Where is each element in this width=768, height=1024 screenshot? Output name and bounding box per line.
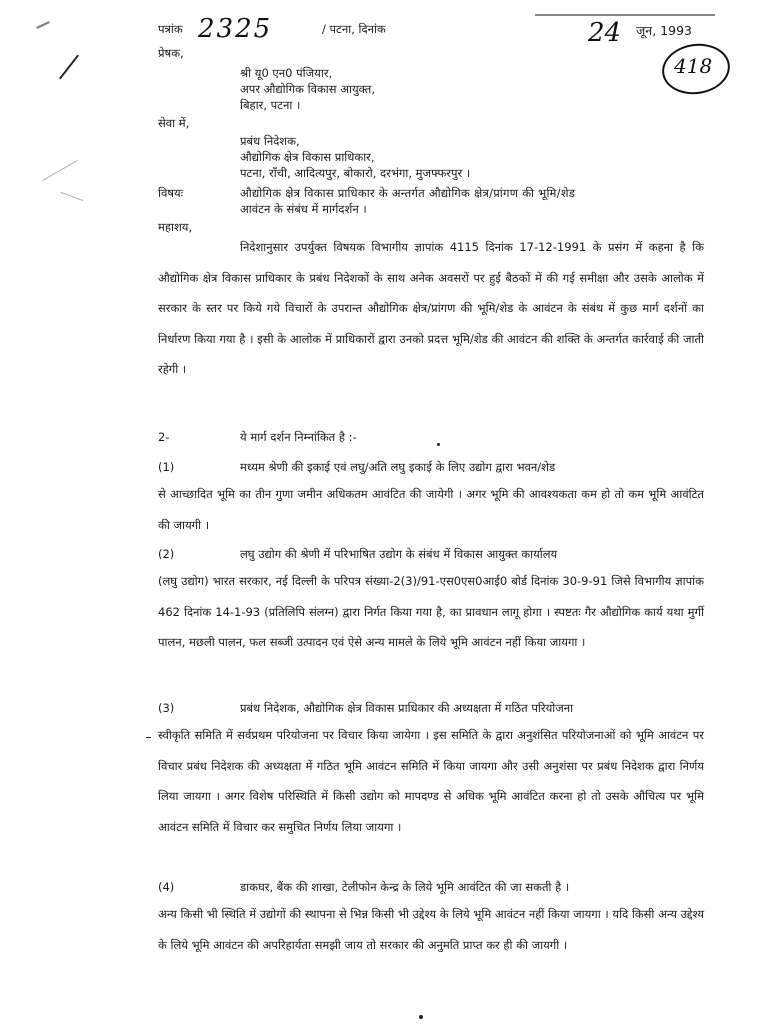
section-title: ये मार्ग दर्शन निम्नांकित है :- [240,430,357,444]
recipient-line1: प्रबंध निदेशक, [240,134,300,148]
letter-no-label: पत्रांक [158,22,183,36]
margin-dash [146,737,151,738]
recipient-label: सेवा में, [158,116,190,130]
letter-number-handwritten: 2325 [198,14,273,44]
salutation: महाशय, [158,220,193,234]
footer-mark [419,1015,423,1019]
sender-label: प्रेषक, [158,46,184,60]
stamp-number: 418 [674,54,713,78]
place-date: / पटना, दिनांक [322,22,386,36]
item-3-first-line: प्रबंध निदेशक, औद्योगिक क्षेत्र विकास प्राधिकार की अध्यक्षता में गठित परियोजना [240,701,574,715]
sender-designation: अपर औद्योगिक विकास आयुक्त, [240,82,376,96]
subject-line1: औद्योगिक क्षेत्र विकास प्राधिकार के अन्तर्गत औद्योगिक क्षेत्र/प्रांगण की भूमि/शेड [240,186,576,200]
item-4-first-line: डाकघर, बैंक की शाखा, टेलीफोन केन्द्र के लिये भूमि आवंटित की जा सकती है । [240,880,570,894]
sender-office: बिहार, पटना । [240,98,301,112]
date-day-handwritten: 24 [588,18,622,48]
center-dot [437,443,440,446]
sender-name: श्री यू0 एन0 पंजियार, [240,66,333,80]
item-4-text: अन्य किसी भी स्थिति में उद्योगों की स्थापना से भिन्न किसी भी उद्देश्य के लिये भूमि आवंटन नहीं किया जायगा । यदि किसी अन्य उद्देश्य के लिये भूमि आवंटन की अपरिहार्यता समझी जाय तो सरकार की अनुमति प्राप्त कर ही की जायगी । [158,907,704,952]
item-2-text: (लघु उद्योग) भारत सरकार, नई दिल्ली के परिपत्र संख्या-2(3)/91-एस0एस0आई0 बोर्ड दिनांक 30-9-91 जिसे विभागीय ज्ञापांक 462 दिनांक 14-1-93 (प्रतिलिपि संलग्न) द्वारा निर्गत किया गया है, का प्रावधान लागू होगा । स्पष्टतः गैर औद्योगिक कार्य यथा मुर्गी पालन, मछली पालन, फल सब्जी उत्पादन एवं ऐसे अन्य मामले के लिये भूमि आवंटन नहीं किया जायगा । [158,574,704,649]
recipient-line3: पटना, राँची, आदित्यपुर, बोकारो, दरभंगा, मुजफ्फरपुर । [240,166,471,180]
recipient-line2: औद्योगिक क्षेत्र विकास प्राधिकार, [240,150,375,164]
section-number: 2- [158,430,170,444]
subject-label: विषयः [158,186,184,200]
scan-artifact-top [535,14,715,16]
item-3-number: (3) [158,701,175,715]
item-1-number: (1) [158,460,175,474]
item-1-first-line: मध्यम श्रेणी की इकाई एवं लघु/अति लघु इकाई के लिए उद्योग द्वारा भवन/शेड [240,460,556,474]
item-3-text: स्वीकृति समिति में सर्वप्रथम परियोजना पर विचार किया जायेगा । इस समिति के द्वारा अनुशंसित परियोजनाओं को भूमि आवंटन पर विचार प्रबंध निदेशक की अध्यक्षता में गठित भूमि आवंटन समिति में किया जायगा और उसी अनुशंसा पर प्रबंध निदेशक द्वारा निर्णय लिया जायगा । अगर विशेष परिस्थिति में किसी उद्योग को मापदण्ड से अधिक भूमि आवंटित करना हो तो उसके औचित्य पर भूमि आवंटन समिति में विचार कर समुचित निर्णय लिया जायगा । [158,728,704,834]
subject-line2: आवंटन के संबंध में मार्गदर्शन । [240,202,367,216]
margin-pen-stroke [59,55,79,80]
item-2-first-line: लघु उद्योग की श्रेणी में परिभाषित उद्योग के संबंध में विकास आयुक्त कार्यालय [240,547,558,561]
item-1-text: से आच्छादित भूमि का तीन गुणा जमीन अधिकतम आवंटित की जायेगी । अगर भूमि की आवश्यकता कम हो तो कम भूमि आवंटित की जायगी । [158,487,704,532]
intro-paragraph: निदेशानुसार उपर्युक्त विषयक विभागीय ज्ञापांक 4115 दिनांक 17-12-1991 के प्रसंग में कहना है कि औद्योगिक क्षेत्र विकास प्राधिकार के प्रबंध निदेशकों के साथ अनेक अवसरों पर हुई बैठकों में की गई समीक्षा और उसके आलोक में सरकार के स्तर पर किये गये विचारों के उपरान्त औद्योगिक क्षेत्र/प्रांगण की भूमि/शेड के आवंटन के संबंध में कुछ मार्ग दर्शनों का निर्धारण किया गया है । इसी के आलोक में प्राधिकारों द्वारा उनको प्रदत्त भूमि/शेड की आवंटन की शक्ति के अन्तर्गत कार्रवाई की जाती रहेगी । [158,240,704,376]
date-month-year: जून, 1993 [636,23,692,38]
margin-scribble-2 [61,192,84,201]
scan-artifact-left [36,21,50,29]
item-2-number: (2) [158,547,175,561]
item-4-number: (4) [158,880,175,894]
margin-scribble [42,160,77,181]
